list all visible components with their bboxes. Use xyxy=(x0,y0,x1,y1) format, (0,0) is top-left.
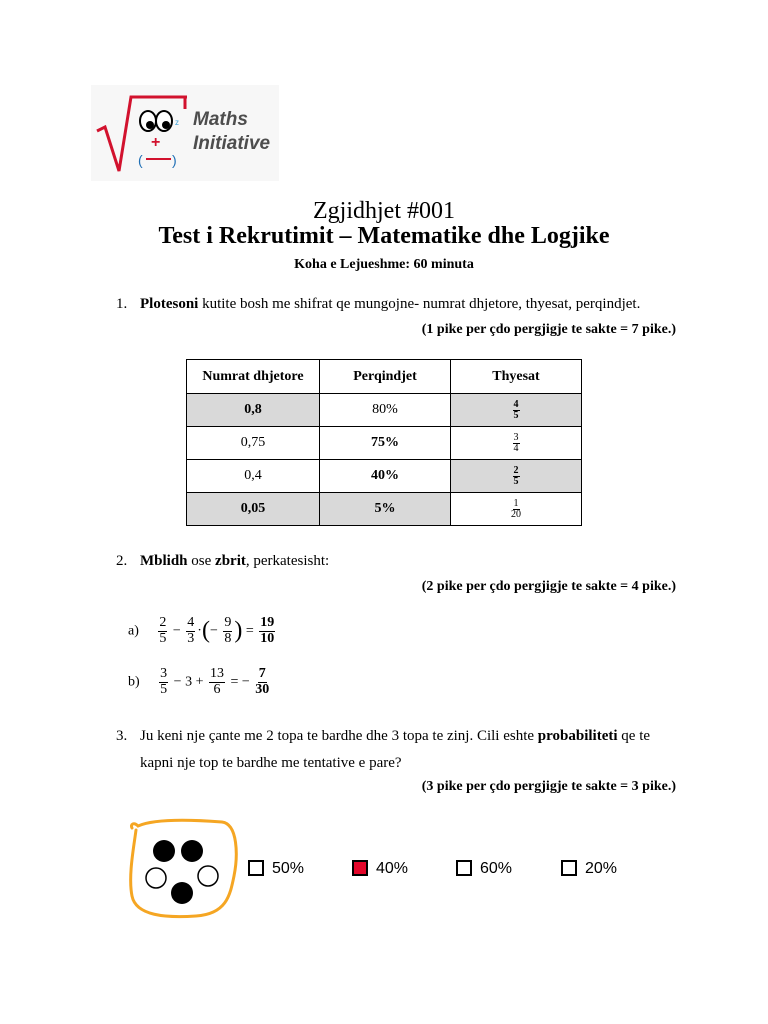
equation-b xyxy=(128,667,271,697)
operator: − xyxy=(172,623,181,639)
cell-percent: 40% xyxy=(320,460,451,493)
question-3-text: Ju keni nje çante me 2 topa te bardhe dhe 3 topa te zinj. Cili eshte xyxy=(140,728,538,744)
question-1-bold: Plotesoni xyxy=(140,296,199,312)
fraction: $\frac{13}{6}$ xyxy=(209,666,224,697)
fraction: $\frac{9}{8}$ xyxy=(224,615,232,646)
checkbox[interactable] xyxy=(561,860,577,876)
cell-decimal: 0,8 xyxy=(187,394,320,427)
question-3 xyxy=(116,728,650,745)
cell-decimal: 0,4 xyxy=(187,460,320,493)
cell-fraction: $\frac{4}{5}$ xyxy=(451,394,582,427)
operator: − xyxy=(209,623,218,639)
answer-fraction: $\frac{19}{10}$ xyxy=(260,615,275,646)
cell-percent: 5% xyxy=(320,493,451,526)
answer-fraction: $\frac{7}{30}$ xyxy=(255,666,270,697)
operator: − 3 + xyxy=(173,674,204,690)
option-50[interactable] xyxy=(248,860,304,878)
paren: ) xyxy=(234,617,243,644)
option-60[interactable] xyxy=(456,860,512,878)
svg-text:z: z xyxy=(175,118,179,127)
operator: = xyxy=(245,623,254,639)
question-3-bold: probabiliteti xyxy=(537,728,618,744)
question-number: 3. xyxy=(116,728,128,744)
operator: = − xyxy=(230,674,250,690)
conversion-table xyxy=(186,359,582,526)
table-row xyxy=(187,427,582,460)
page-subtitle: Test i Rekrutimit – Matematike dhe Logjike xyxy=(158,223,610,249)
black-ball xyxy=(171,882,193,904)
option-label: 60% xyxy=(480,860,513,877)
black-ball xyxy=(181,840,203,862)
cell-fraction: $\frac{3}{4}$ xyxy=(451,427,582,460)
option-label: 40% xyxy=(376,860,409,877)
header-decimals: Numrat dhjetore xyxy=(187,360,320,394)
option-40[interactable] xyxy=(352,860,408,878)
paren: ( xyxy=(201,617,210,644)
equation-label: b) xyxy=(128,674,140,690)
question-3-points: (3 pike per çdo pergjigje te sakte = 3 pike.) xyxy=(421,779,676,794)
checkbox[interactable] xyxy=(456,860,472,876)
option-label: 50% xyxy=(272,860,305,877)
white-ball xyxy=(198,866,218,886)
time-allowed: Koha e Lejueshme: 60 minuta xyxy=(294,257,474,272)
header-fractions: Thyesat xyxy=(451,360,582,394)
cell-percent: 80% xyxy=(320,394,451,427)
logo-line1: Maths xyxy=(193,109,248,130)
white-ball xyxy=(146,868,166,888)
table-row xyxy=(187,394,582,427)
maths-initiative-logo xyxy=(91,85,279,181)
question-2-points: (2 pike per çdo pergjigje te sakte = 4 pike.) xyxy=(421,579,676,594)
cell-fraction: $\frac{2}{5}$ xyxy=(451,460,582,493)
svg-text:): ) xyxy=(172,152,177,168)
question-2-tail: , perkatesisht: xyxy=(245,553,330,569)
fraction: $\frac{3}{5}$ xyxy=(160,666,168,697)
question-3-line2: kapni nje top te bardhe me tentative e pare? xyxy=(140,755,402,771)
equation-label: a) xyxy=(128,623,139,639)
svg-text:(: ( xyxy=(138,152,143,168)
operator: · xyxy=(197,623,202,639)
cell-decimal: 0,05 xyxy=(187,493,320,526)
question-1 xyxy=(116,296,640,313)
cell-fraction: $\frac{1}{20}$ xyxy=(451,493,582,526)
logo-line2: Initiative xyxy=(193,133,271,154)
page-title: Zgjidhjet #001 xyxy=(313,198,455,224)
bag-of-balls-illustration xyxy=(126,816,242,920)
checkbox-checked[interactable] xyxy=(352,860,368,876)
fraction: $\frac{2}{5}$ xyxy=(159,615,167,646)
question-2-bold-sub: zbrit xyxy=(215,553,246,569)
table-row xyxy=(187,460,582,493)
question-3-text-end: qe te xyxy=(617,728,651,744)
question-number: 1. xyxy=(116,296,128,312)
header-percent: Perqindjet xyxy=(320,360,451,394)
question-2 xyxy=(116,553,329,570)
cell-percent: 75% xyxy=(320,427,451,460)
fraction: $\frac{4}{3}$ xyxy=(187,615,195,646)
option-label: 20% xyxy=(585,860,618,877)
checkbox[interactable] xyxy=(248,860,264,876)
question-1-text: kutite bosh me shifrat qe mungojne- numrat dhjetore, thyesat, perqindjet. xyxy=(198,296,641,312)
equation-a xyxy=(128,616,277,646)
question-1-points: (1 pike per çdo pergjigje te sakte = 7 pike.) xyxy=(421,322,676,337)
option-20[interactable] xyxy=(561,860,617,878)
question-2-text: ose xyxy=(187,553,216,569)
svg-text:+: + xyxy=(151,134,161,151)
table-row xyxy=(187,493,582,526)
cell-decimal: 0,75 xyxy=(187,427,320,460)
table-header-row xyxy=(187,360,582,394)
black-ball xyxy=(153,840,175,862)
question-number: 2. xyxy=(116,553,128,569)
question-2-bold-add: Mblidh xyxy=(140,553,188,569)
